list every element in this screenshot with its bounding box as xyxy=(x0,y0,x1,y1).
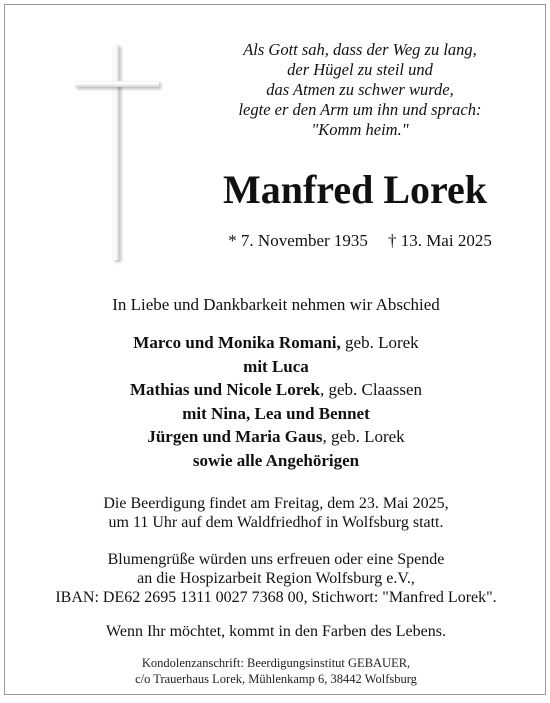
poem-line: der Hügel zu steil und xyxy=(287,60,433,79)
farewell-intro: In Liebe und Dankbarkeit nehmen wir Abschied xyxy=(112,295,440,314)
poem xyxy=(205,40,515,140)
donation-info: Blumengrüße würden uns erfreuen oder eine Spende an die Hospizarbeit Region Wolfsburg e.V., IBAN: DE62 2695 1311 0027 7368 00, Stichwort: "Manfred Lorek". xyxy=(55,551,497,606)
deceased-name: Manfred Lorek xyxy=(222,167,488,212)
family-member: mit Nina, Lea und Bennet xyxy=(182,403,370,423)
funeral-info: Die Beerdigung findet am Freitag, dem 23. Mai 2025, um 11 Uhr auf dem Waldfriedhof in Wolfsburg statt. xyxy=(103,495,449,531)
family-member: Jürgen und Maria Gaus, geb. Lorek xyxy=(147,427,405,446)
family-member: sowie alle Angehörigen xyxy=(192,450,360,470)
condolence-address: Kondolenzanschrift: Beerdigungsinstitut GEBAUER, c/o Trauerhaus Lorek, Mühlenkamp 6, 38442 Wolfsburg xyxy=(135,656,417,686)
life-dates xyxy=(195,231,525,251)
death-date: † 13. Mai 2025 xyxy=(387,231,492,250)
family-list xyxy=(5,331,547,472)
poem-line: das Atmen zu schwer wurde, xyxy=(266,80,454,99)
obituary-notice xyxy=(4,4,546,695)
poem-line: legte er den Arm um ihn und sprach: xyxy=(238,100,482,119)
colors-note: Wenn Ihr möchtet, kommt in den Farben des Lebens. xyxy=(106,623,446,640)
cross-icon xyxy=(75,45,159,260)
family-member: Marco und Monika Romani, geb. Lorek xyxy=(133,333,419,352)
poem-line: "Komm heim." xyxy=(311,120,409,139)
birth-date: * 7. November 1935 xyxy=(228,231,368,250)
family-member: mit Luca xyxy=(243,356,309,376)
poem-line: Als Gott sah, dass der Weg zu lang, xyxy=(243,40,477,59)
family-member: Mathias und Nicole Lorek, geb. Claassen xyxy=(130,380,422,399)
